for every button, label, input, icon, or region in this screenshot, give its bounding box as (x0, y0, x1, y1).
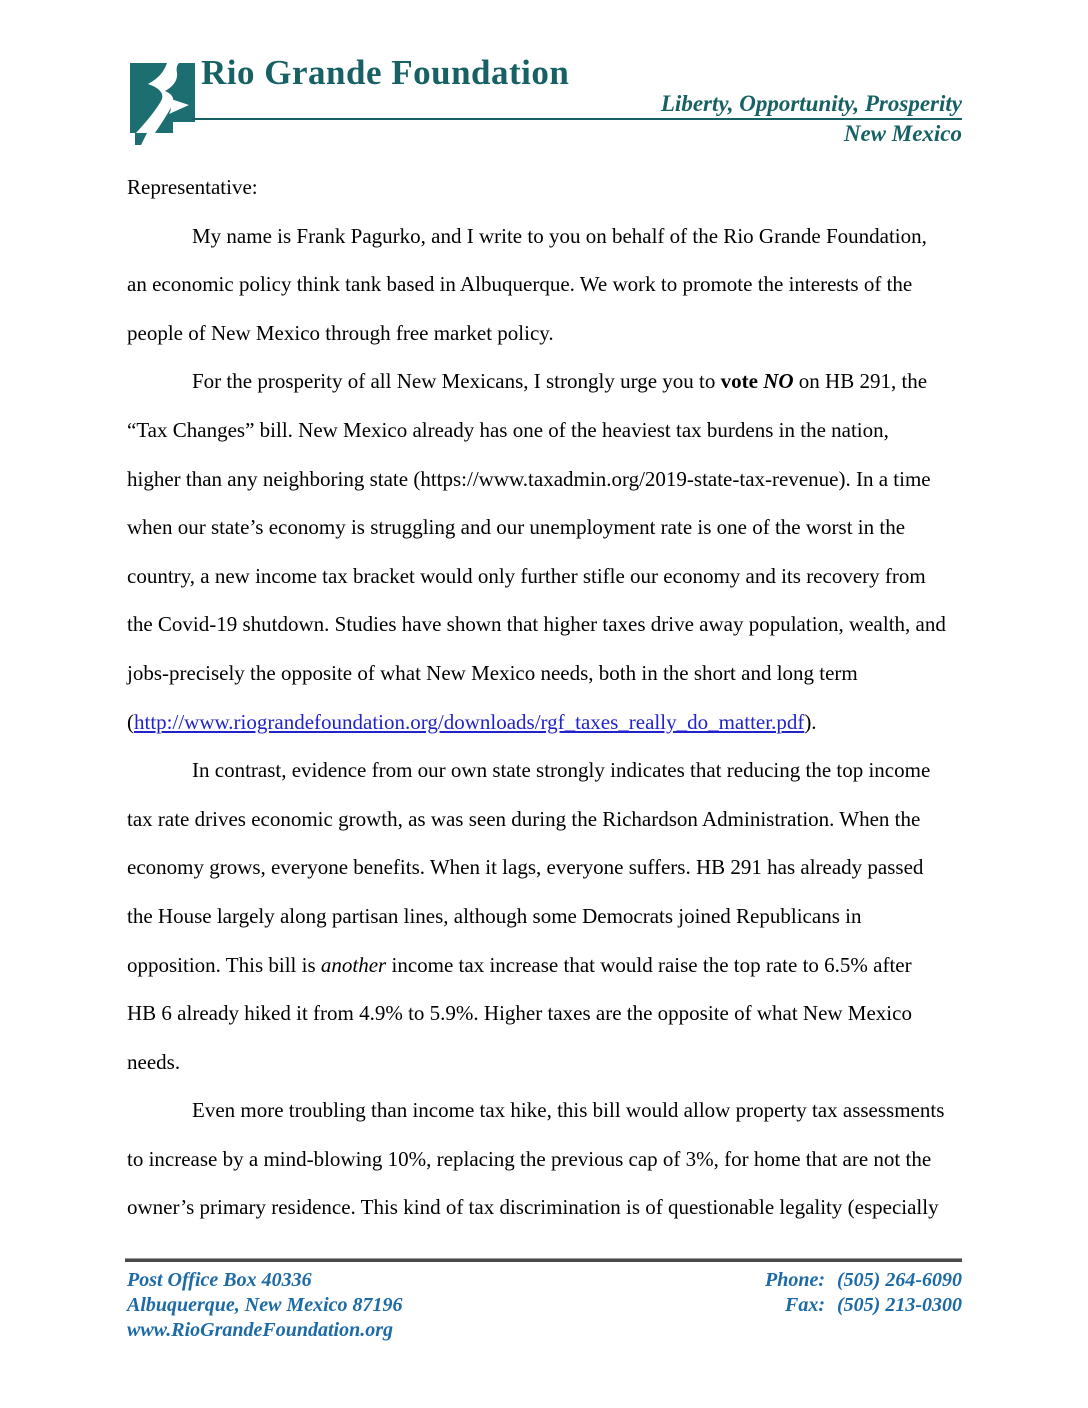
letter-line (127, 892, 963, 941)
letter-line (127, 163, 963, 212)
letter-text-segment: Representative: (127, 175, 258, 199)
letter-body (127, 163, 963, 1232)
letter-line (127, 260, 963, 309)
letter-line (127, 455, 963, 504)
phone-number: (505) 264-6090 (837, 1269, 962, 1291)
letter-line (127, 212, 963, 261)
letter-text-segment: higher than any neighboring state (https://www.taxadmin.org/2019-state-tax-revenue). In a time (127, 466, 931, 491)
letter-text-segment: needs. (127, 1049, 181, 1074)
letter-text-segment: another (320, 952, 387, 977)
letter-line (127, 503, 963, 552)
letter-line (127, 552, 963, 601)
letter-line (127, 941, 963, 990)
footer-address-line: Albuquerque, New Mexico 87196 (127, 1294, 403, 1316)
letter-text-segment: owner’s primary residence. This kind of tax discrimination is of questionable legality (especially (127, 1195, 939, 1220)
footer-rule (125, 1258, 962, 1262)
header-tagline: Liberty, Opportunity, Prosperity (660, 91, 962, 116)
footer-contact-block (765, 1268, 962, 1318)
footer-website: www.RioGrandeFoundation.org (127, 1319, 394, 1341)
header-region-label: New Mexico (843, 121, 962, 146)
letter-text-segment: ). (804, 709, 817, 734)
letter-text-segment: My name is Frank Pagurko, and I write to you on behalf of the Rio Grande Foundation, (192, 223, 927, 248)
phone-label: Phone: (765, 1269, 826, 1291)
letter-line (127, 406, 963, 455)
fax-number: (505) 213-0300 (837, 1294, 962, 1316)
header-rule (192, 118, 962, 120)
letter-text-segment: country, a new income tax bracket would only further stifle our economy and its recovery from (127, 563, 926, 588)
footer-phone-line (765, 1268, 962, 1293)
letter-text-segment: jobs-precisely the opposite of what New Mexico needs, both in the short and long term (127, 660, 858, 685)
letter-line (127, 795, 963, 844)
document-hyperlink[interactable]: http://www.riograndefoundation.org/downloads/rgf_taxes_really_do_matter.pdf (134, 709, 805, 734)
letter-text-segment: the House largely along partisan lines, although some Democrats joined Republicans in (127, 903, 862, 928)
letter-text-segment: ( (127, 709, 134, 734)
letter-line (127, 357, 963, 406)
footer-address-block (127, 1268, 403, 1343)
letter-line (127, 1135, 963, 1184)
letter-text-segment: “Tax Changes” bill. New Mexico already has one of the heaviest tax burdens in the nation, (127, 417, 889, 442)
letter-text-segment: economy grows, everyone benefits. When it lags, everyone suffers. HB 291 has already passed (127, 855, 924, 880)
letter-line (127, 989, 963, 1038)
letter-line (127, 309, 963, 358)
letter-text-segment: tax rate drives economic growth, as was seen during the Richardson Administration. When the (127, 806, 921, 831)
footer-address-line: Post Office Box 40336 (127, 1269, 312, 1291)
footer-fax-line (765, 1293, 962, 1318)
letter-line (127, 746, 963, 795)
new-mexico-river-icon (127, 54, 197, 148)
letter-text-segment: For the prosperity of all New Mexicans, I strongly urge you to (192, 369, 721, 394)
letter-text-segment: vote (720, 369, 764, 394)
letter-line (127, 1086, 963, 1135)
letter-line (127, 600, 963, 649)
letter-line (127, 698, 963, 747)
letter-text-segment: income tax increase that would raise the top rate to 6.5% after (386, 952, 912, 977)
letter-text-segment: HB 6 already hiked it from 4.9% to 5.9%. Higher taxes are the opposite of what New Mexico (127, 1001, 912, 1026)
rio-grande-foundation-logo (127, 54, 197, 148)
fax-label: Fax: (785, 1294, 826, 1316)
letter-text-segment: to increase by a mind-blowing 10%, replacing the previous cap of 3%, for home that are not the (127, 1146, 932, 1171)
letter-text-segment: the Covid-19 shutdown. Studies have shown that higher taxes drive away population, wealth, and (127, 612, 946, 637)
letter-text-segment: when our state’s economy is struggling and our unemployment rate is one of the worst in the (127, 515, 906, 540)
letter-text-segment: people of New Mexico through free market policy. (127, 320, 554, 345)
letter-text-segment: opposition. This bill is (127, 952, 321, 977)
letter-text-segment: NO (763, 369, 794, 394)
letter-line (127, 843, 963, 892)
letter-text-segment: Even more troubling than income tax hike, this bill would allow property tax assessments (192, 1098, 945, 1123)
org-title: Rio Grande Foundation (201, 53, 570, 92)
letter-line (127, 1183, 963, 1232)
letter-text-segment: on HB 291, the (793, 369, 928, 394)
letter-text-segment: an economic policy think tank based in Albuquerque. We work to promote the interests of the (127, 272, 913, 297)
letter-line (127, 649, 963, 698)
letter-text-segment: In contrast, evidence from our own state strongly indicates that reducing the top income (192, 758, 931, 783)
letter-line (127, 1038, 963, 1087)
